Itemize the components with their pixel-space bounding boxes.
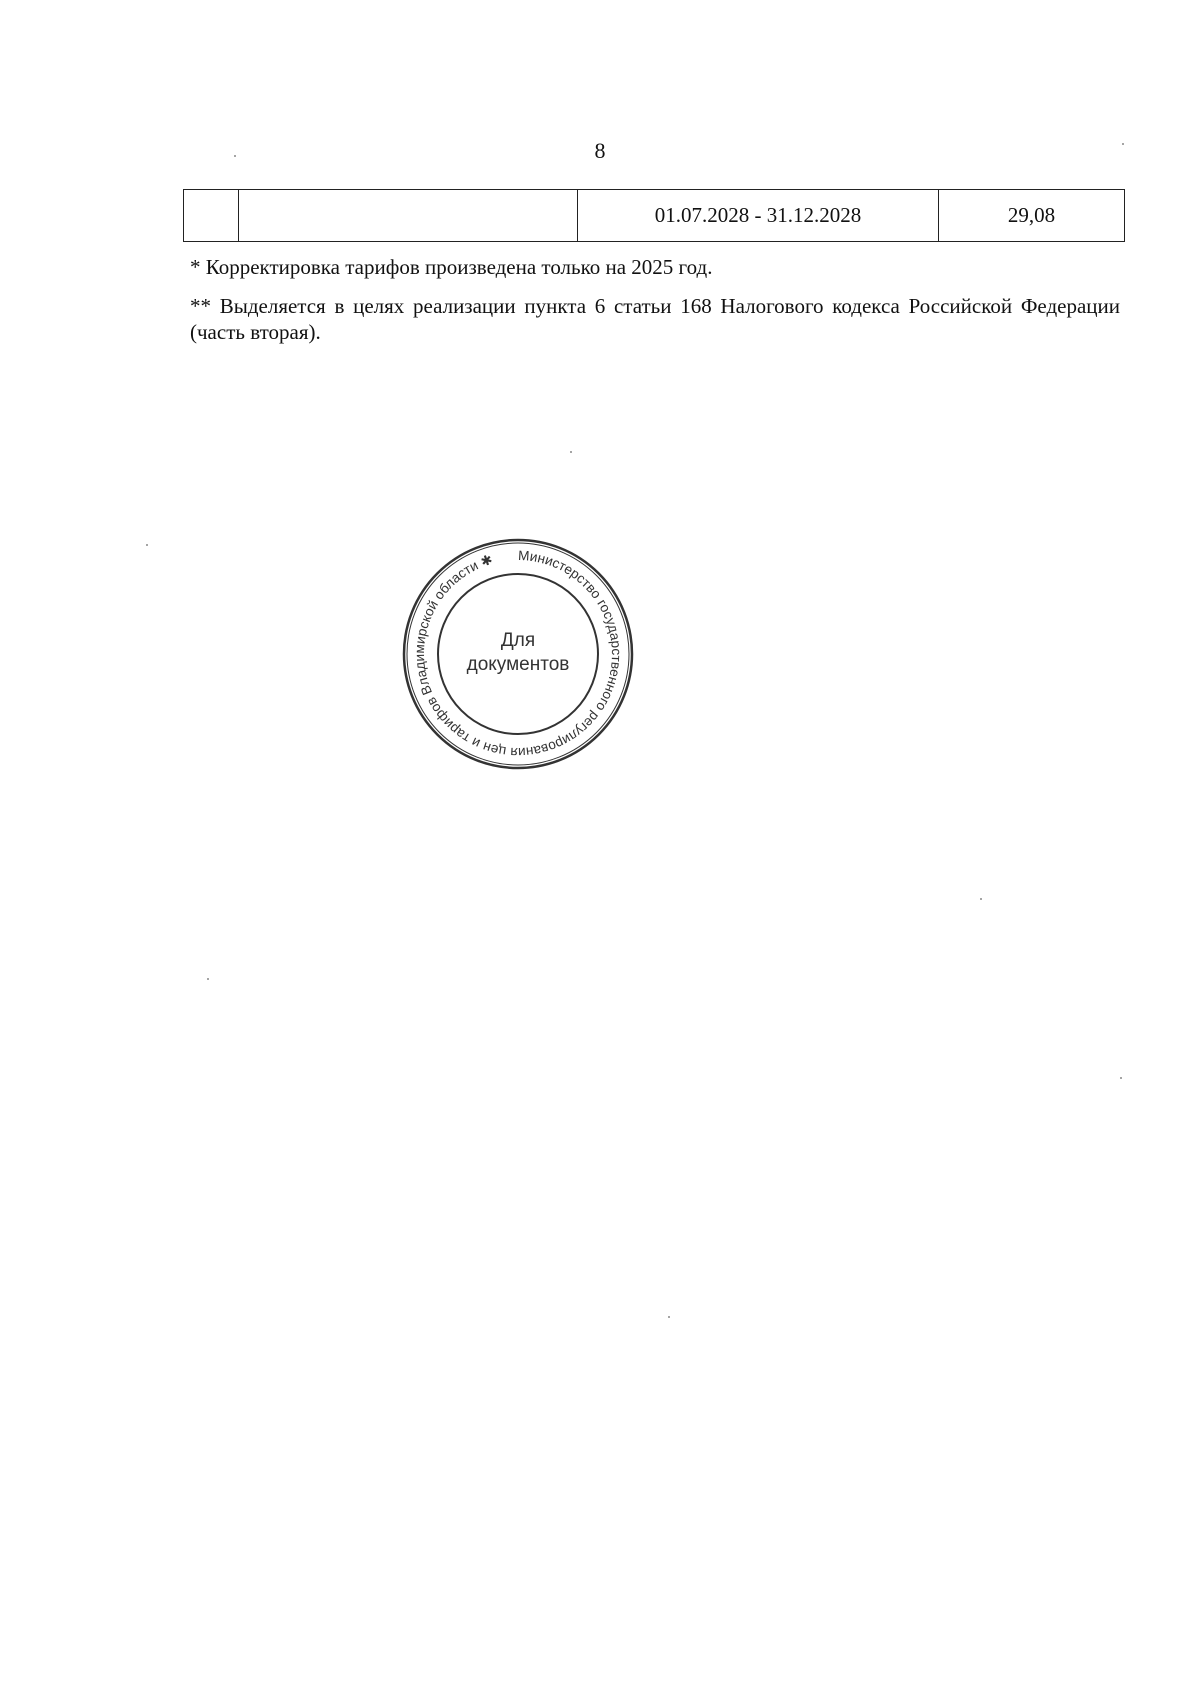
footnote-2: ** Выделяется в целях реализации пункта 6 статьи 168 Налогового кодекса Российской Федерации (часть вторая). — [190, 294, 1120, 344]
tariff-table — [183, 189, 1125, 242]
table-cell-name — [239, 190, 578, 242]
seal-center-line-2: документов — [466, 654, 570, 675]
scan-speck — [207, 978, 209, 980]
seal-center-line-1: Для — [500, 630, 536, 651]
footnote-1: * Корректировка тарифов произведена только на 2025 год. — [190, 255, 713, 279]
page-number: 8 — [594, 138, 606, 163]
scan-speck — [570, 451, 572, 453]
scan-speck — [234, 155, 236, 157]
table-cell-number — [184, 190, 239, 242]
official-seal — [402, 538, 634, 770]
scan-speck — [146, 544, 148, 546]
scan-speck — [980, 898, 982, 900]
table-cell-period: 01.07.2028 - 31.12.2028 — [578, 190, 939, 242]
seal-ring-text: Министерство государственного регулирования цен и тарифов Владимирской области ✱ — [411, 547, 625, 761]
table-row — [184, 190, 1125, 242]
scan-speck — [668, 1316, 670, 1318]
table-cell-value: 29,08 — [939, 190, 1125, 242]
scan-speck — [1120, 1077, 1122, 1079]
scan-speck — [1122, 143, 1124, 145]
